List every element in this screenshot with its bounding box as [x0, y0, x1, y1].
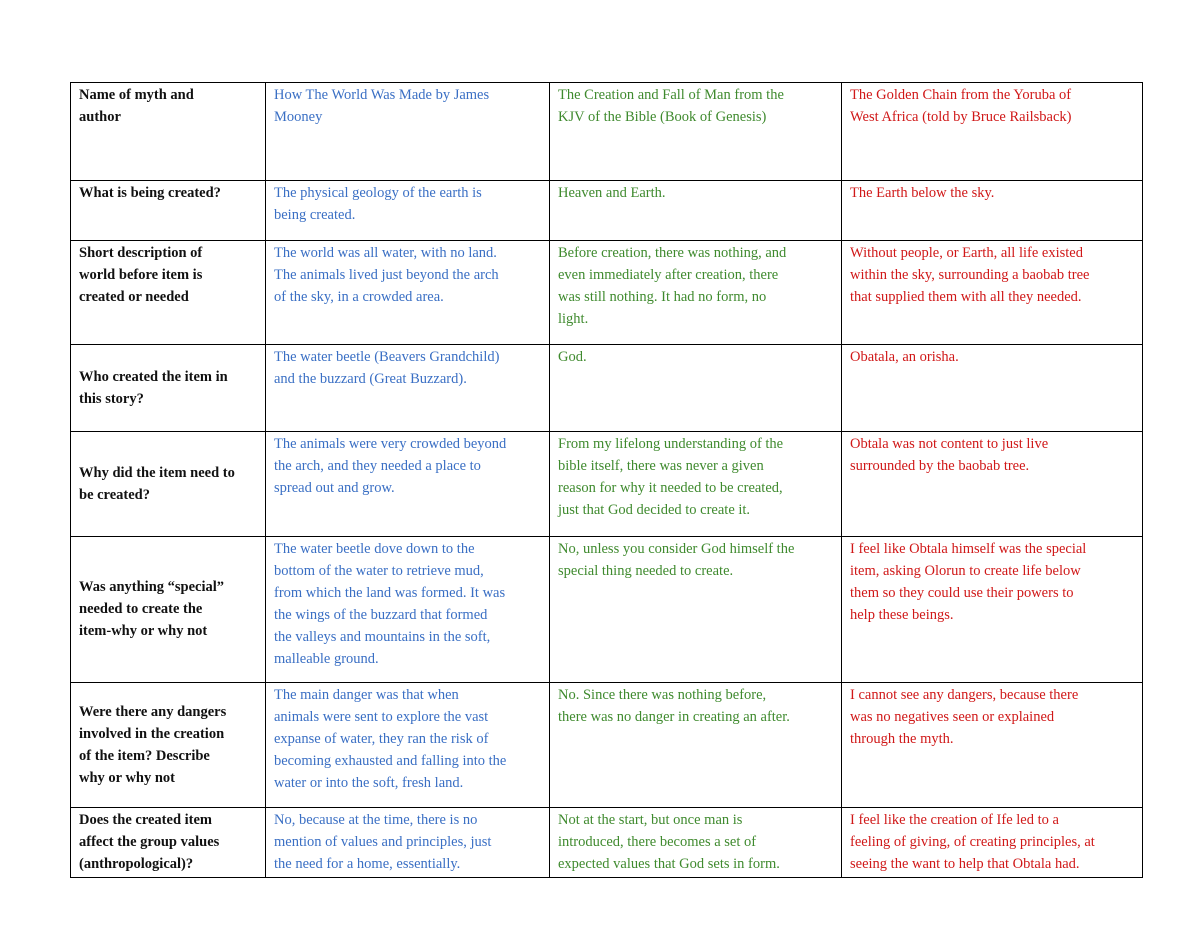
genesis-myth-cell: Heaven and Earth.: [550, 181, 842, 241]
question-cell: Were there any dangers involved in the creation of the item? Describe why or why not: [71, 683, 266, 808]
cherokee-myth-cell: The main danger was that when animals were sent to explore the vast expanse of water, they ran the risk of becoming exhausted and falling into the water or into the soft, fresh land.: [266, 683, 550, 808]
question-cell: Was anything “special” needed to create the item-why or why not: [71, 537, 266, 683]
yoruba-myth-cell: I feel like Obtala himself was the special item, asking Olorun to create life below them so they could use their powers to help these beings.: [842, 537, 1143, 683]
yoruba-myth-cell: Obatala, an orisha.: [842, 345, 1143, 432]
genesis-myth-cell: Before creation, there was nothing, and even immediately after creation, there was still nothing. It had no form, no light.: [550, 241, 842, 345]
question-cell: Who created the item in this story?: [71, 345, 266, 432]
table-row: [71, 537, 1143, 683]
question-cell: What is being created?: [71, 181, 266, 241]
genesis-myth-cell: Not at the start, but once man is introduced, there becomes a set of expected values that God sets in form.: [550, 808, 842, 878]
genesis-myth-cell: No. Since there was nothing before, there was no danger in creating an after.: [550, 683, 842, 808]
genesis-myth-cell: From my lifelong understanding of the bible itself, there was never a given reason for why it needed to be created, just that God decided to create it.: [550, 432, 842, 537]
yoruba-myth-cell: I cannot see any dangers, because there was no negatives seen or explained through the myth.: [842, 683, 1143, 808]
cherokee-myth-cell: The animals were very crowded beyond the arch, and they needed a place to spread out and grow.: [266, 432, 550, 537]
cherokee-myth-cell: The water beetle dove down to the bottom of the water to retrieve mud, from which the land was formed. It was the wings of the buzzard that formed the valleys and mountains in the soft, malleable ground.: [266, 537, 550, 683]
yoruba-myth-cell: Obtala was not content to just live surrounded by the baobab tree.: [842, 432, 1143, 537]
cherokee-myth-cell: How The World Was Made by James Mooney: [266, 83, 550, 181]
cherokee-myth-cell: No, because at the time, there is no mention of values and principles, just the need for a home, essentially.: [266, 808, 550, 878]
table-row: [71, 432, 1143, 537]
table-row: [71, 241, 1143, 345]
yoruba-myth-cell: The Golden Chain from the Yoruba of West Africa (told by Bruce Railsback): [842, 83, 1143, 181]
yoruba-myth-cell: Without people, or Earth, all life existed within the sky, surrounding a baobab tree that supplied them with all they needed.: [842, 241, 1143, 345]
cherokee-myth-cell: The physical geology of the earth is being created.: [266, 181, 550, 241]
question-cell: Name of myth and author: [71, 83, 266, 181]
cherokee-myth-cell: The world was all water, with no land. The animals lived just beyond the arch of the sky, in a crowded area.: [266, 241, 550, 345]
question-cell: Does the created item affect the group values (anthropological)?: [71, 808, 266, 878]
table-row: [71, 181, 1143, 241]
genesis-myth-cell: God.: [550, 345, 842, 432]
yoruba-myth-cell: The Earth below the sky.: [842, 181, 1143, 241]
table-row: [71, 683, 1143, 808]
cherokee-myth-cell: The water beetle (Beavers Grandchild) and the buzzard (Great Buzzard).: [266, 345, 550, 432]
table-row: [71, 83, 1143, 181]
genesis-myth-cell: No, unless you consider God himself the special thing needed to create.: [550, 537, 842, 683]
question-cell: Why did the item need to be created?: [71, 432, 266, 537]
yoruba-myth-cell: I feel like the creation of Ife led to a feeling of giving, of creating principles, at seeing the want to help that Obtala had.: [842, 808, 1143, 878]
genesis-myth-cell: The Creation and Fall of Man from the KJV of the Bible (Book of Genesis): [550, 83, 842, 181]
question-cell: Short description of world before item is created or needed: [71, 241, 266, 345]
table-row: [71, 808, 1143, 878]
table-row: [71, 345, 1143, 432]
myth-comparison-table: [70, 82, 1143, 878]
